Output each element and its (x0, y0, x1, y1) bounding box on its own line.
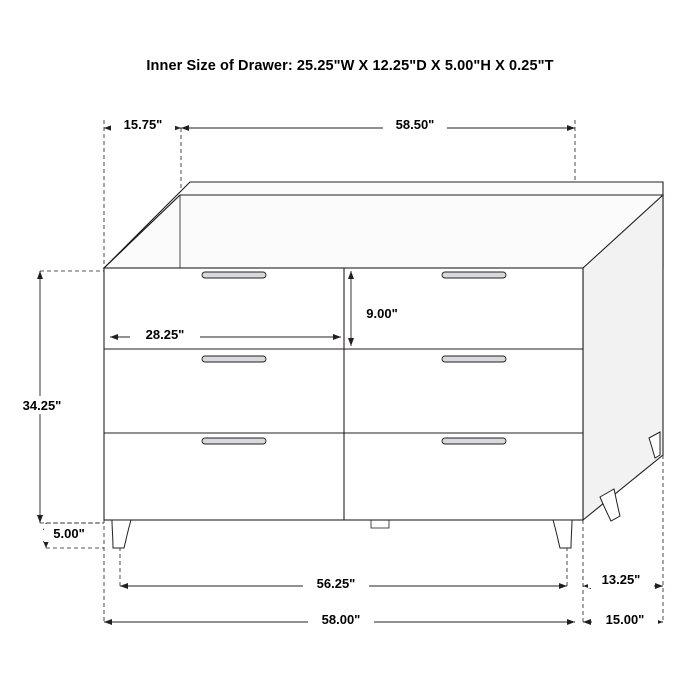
label-drawer-height: 9.00" (366, 306, 398, 321)
label-depth-top: 15.75" (123, 117, 163, 132)
handle-bottom-left (202, 438, 266, 444)
handle-mid-right (442, 356, 506, 362)
handle-mid-left (202, 356, 266, 362)
label-overall-width: 58.00" (321, 612, 361, 627)
label-drawer-width: 28.25" (145, 327, 185, 342)
handle-bottom-right (442, 438, 506, 444)
label-base-inner-width: 56.25" (316, 576, 356, 591)
label-overall-depth: 15.00" (605, 612, 645, 627)
label-overall-height: 34.25" (22, 398, 62, 413)
page-title: Inner Size of Drawer: 25.25"W X 12.25"D X 5.00"H X 0.25"T (146, 58, 554, 74)
handle-top-right (442, 272, 506, 278)
label-width-top: 58.50" (395, 117, 435, 132)
dresser-body (104, 182, 663, 548)
label-leg-height: 5.00" (53, 526, 85, 541)
label-base-depth: 13.25" (601, 572, 641, 587)
handle-top-left (202, 272, 266, 278)
